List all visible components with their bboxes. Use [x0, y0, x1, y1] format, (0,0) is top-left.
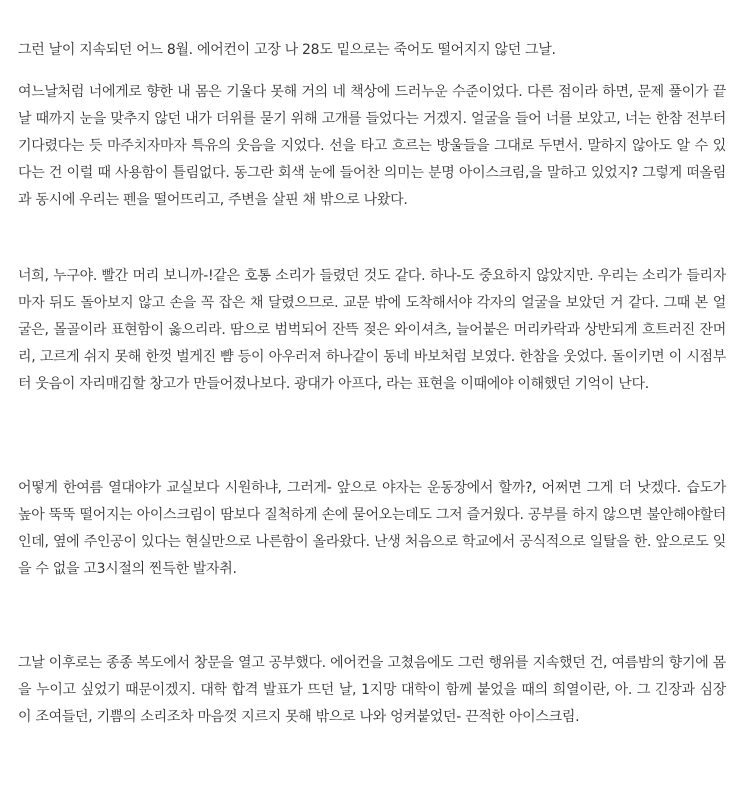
paragraph-1: 그런 날이 지속되던 어느 8월. 에어컨이 고장 나 28도 밑으로는 죽어도 떨어지지 않던 그날. — [18, 42, 556, 58]
paragraph-3: 너희, 누구야. 빨간 머리 보니까-!같은 호통 소리가 들렸던 것도 같다. 하나-도 중요하지 않았지만. 우리는 소리가 들리자마자 뒤도 돌아보지 않고 손을 꼭 잡은 채 달렸으므로. 교문 밖에 도착해서야 각자의 얼굴을 보았던 거 같다. 그때 본 얼굴은, 몰골이라 표현함이 옳으리라. 땀으로 범벅되어 잔뜩 젖은 와이셔츠, 늘어붙은 머리카락과 상반되게 흐트러진 잔머리, 고르게 쉬지 못해 한껏 벌게진 뺨 등이 아우러져 하나같이 동네 바보처럼 보였다. 한참을 웃었다. 돌이키면 이 시점부터 웃음이 자리매김할 창고가 만들어졌나보다. 광대가 아프다, 라는 표현을 이때에야 이해했던 기억이 난다. — [18, 268, 726, 392]
paragraph-4: 어떻게 한여름 열대야가 교실보다 시원하냐, 그러게- 앞으로 야자는 운동장에서 할까?, 어쩌면 그게 더 낫겠다. 습도가 높아 뚝뚝 떨어지는 아이스크림이 땀보다 질척하게 손에 묻어오는데도 그저 즐거웠다. 공부를 하지 않으면 불안해야할터인데, 옆에 주인공이 있다는 현실만으로 나른함이 올라왔다. 난생 처음으로 학교에서 공식적으로 일탈을 한. 앞으로도 잊을 수 없을 고3시절의 찐득한 발자취. — [18, 480, 726, 577]
paragraph-5: 그날 이후로는 종종 복도에서 창문을 열고 공부했다. 에어컨을 고쳤음에도 그런 행위를 지속했던 건, 여름밤의 향기에 몸을 누이고 싶었기 때문이겠지. 대학 합격 발표가 뜨던 날, 1지망 대학이 함께 붙었을 때의 희열이란, 아. 그 긴장과 심장이 조여들던, 기쁨의 소리조차 마음껏 지르지 못해 밖으로 나와 엉켜붙었던- 끈적한 아이스크림. — [18, 655, 726, 725]
paragraph-2: 여느날처럼 너에게로 향한 내 몸은 기울다 못해 거의 네 책상에 드러누운 수준이었다. 다른 점이라 하면, 문제 풀이가 끝날 때까지 눈을 맞추지 않던 내가 더위를 묻기 위해 고개를 들었다는 거겠지. 얼굴을 들어 너를 보았고, 너는 한참 전부터 기다렸다는 듯 마주치자마자 특유의 웃음을 지었다. 선을 타고 흐르는 방울들을 그대로 두면서. 말하지 않아도 알 수 있다는 건 이럴 때 사용함이 틀림없다. 동그란 회색 눈에 들어찬 의미는 분명 아이스크림,을 말하고 있었지? 그렇게 떠올림과 동시에 우리는 펜을 떨어뜨리고, 주변을 살핀 채 밖으로 나왔다. — [18, 84, 726, 208]
